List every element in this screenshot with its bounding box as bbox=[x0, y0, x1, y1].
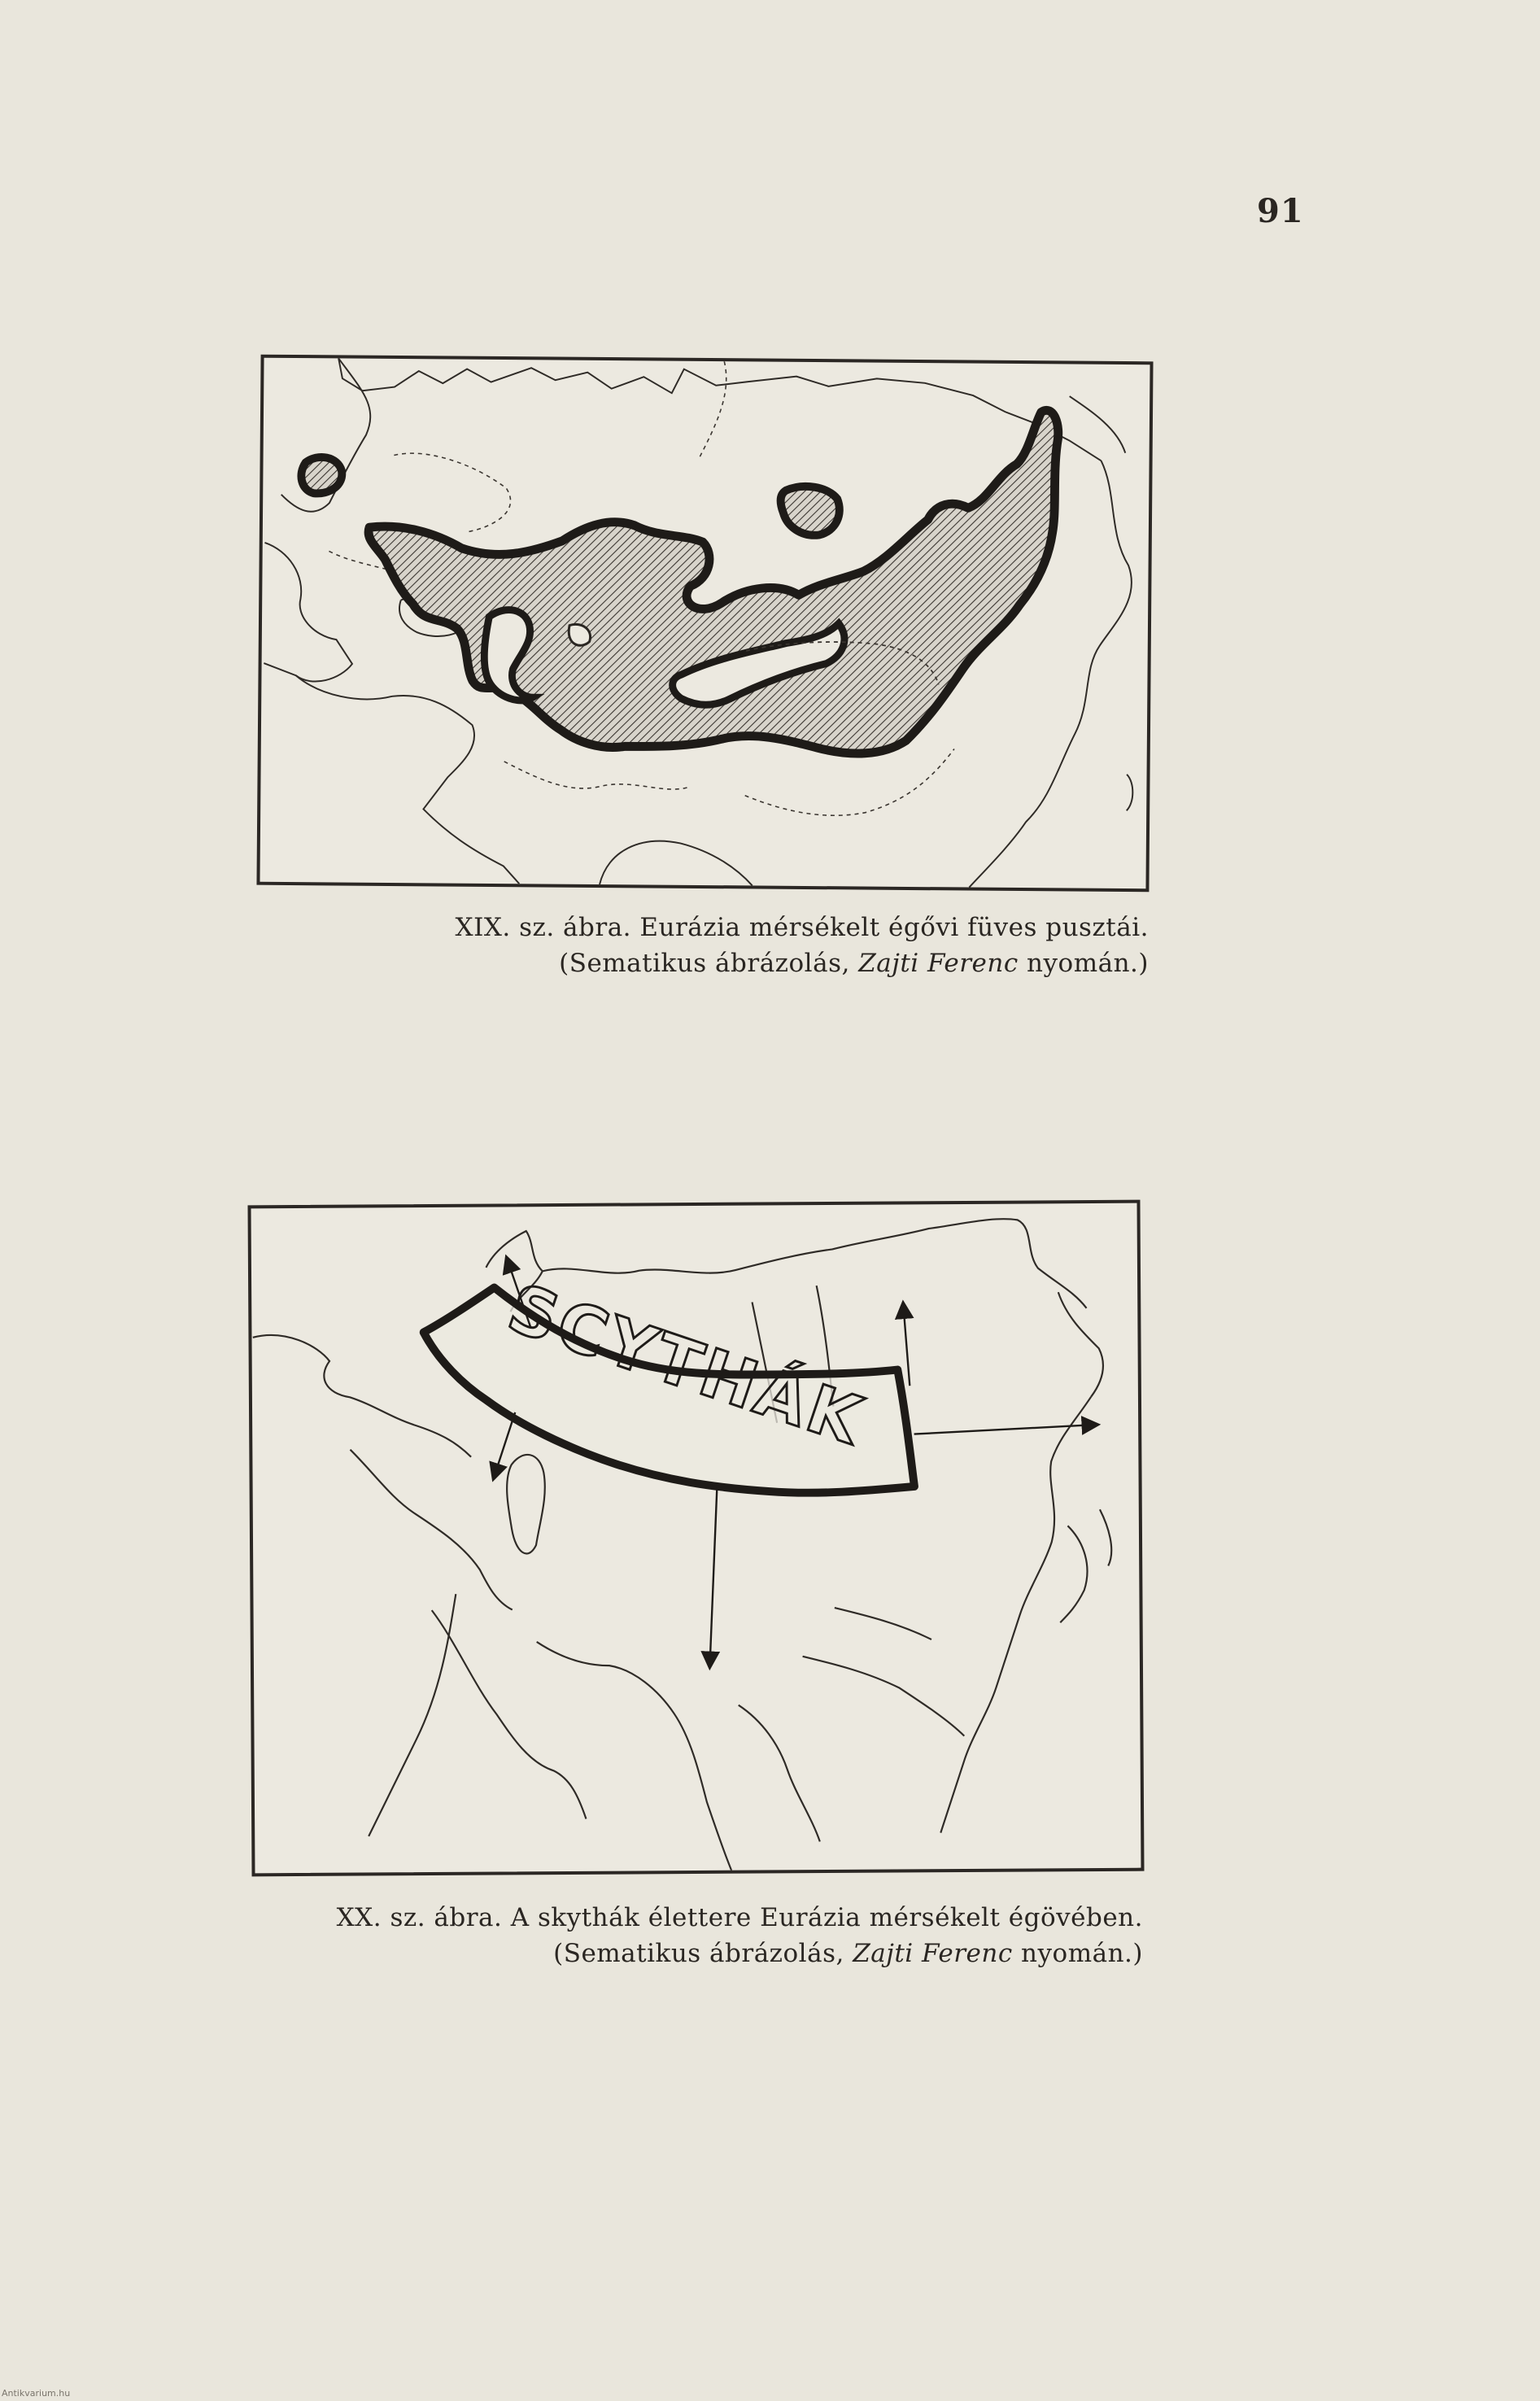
caption-source-suffix: nyomán.) bbox=[1018, 949, 1149, 978]
figure-19-caption-line2 bbox=[293, 945, 1149, 981]
indochina-outline bbox=[739, 1705, 820, 1842]
mediterranean-coast bbox=[294, 675, 521, 884]
europe-west-coast bbox=[264, 543, 353, 682]
mediterranean-coast bbox=[350, 1448, 512, 1610]
caption-source-prefix: (Sematikus ábrázolás, bbox=[559, 949, 859, 978]
arctic-coast bbox=[542, 1219, 1086, 1312]
kamchatka bbox=[1058, 1292, 1103, 1397]
china-river-2 bbox=[835, 1607, 931, 1639]
arctic-coastline bbox=[338, 358, 1102, 461]
caption-source-suffix: nyomán.) bbox=[1012, 1939, 1143, 1968]
scythian-map-drawing bbox=[251, 1203, 1141, 1874]
kamchatka bbox=[1069, 396, 1126, 453]
page-number: 91 bbox=[1257, 192, 1304, 230]
map-label-scythians: SCYTHÁK bbox=[499, 1270, 874, 1461]
japan-islands bbox=[1059, 1509, 1111, 1622]
steppe-map-figure-19 bbox=[256, 355, 1153, 893]
japan-island bbox=[1127, 775, 1133, 811]
india-outline bbox=[600, 840, 753, 885]
china-river-1 bbox=[803, 1656, 965, 1737]
arrow-north-siberia bbox=[904, 1309, 910, 1386]
figure-19-caption bbox=[293, 910, 1149, 981]
border-dashed-3 bbox=[504, 762, 688, 789]
india-outline bbox=[537, 1641, 731, 1872]
watermark: Antikvarium.hu bbox=[2, 2388, 71, 2399]
figure-19-caption-line1: XIX. sz. ábra. Eurázia mérsékelt égővi füves pusztái. bbox=[455, 913, 1149, 942]
figure-20-caption bbox=[244, 1900, 1143, 1971]
caspian-sea bbox=[507, 1455, 545, 1554]
border-dashed-5 bbox=[700, 361, 726, 458]
caption-source-prefix: (Sematikus ábrázolás, bbox=[553, 1939, 853, 1968]
pannonian-steppe bbox=[301, 457, 342, 494]
arrow-south-india bbox=[709, 1487, 718, 1661]
mongolian-patch bbox=[780, 487, 840, 535]
steppe-map-drawing bbox=[260, 358, 1150, 889]
scythian-map-figure-20 bbox=[247, 1200, 1144, 1877]
figure-20-caption-line1: XX. sz. ábra. A skythák élettere Eurázia mérsékelt égövében. bbox=[336, 1903, 1143, 1932]
border-dashed-1 bbox=[394, 453, 511, 533]
figure-20-caption-line2 bbox=[244, 1936, 1143, 1971]
caption-author: Zajti Ferenc bbox=[858, 949, 1019, 978]
caption-author: Zajti Ferenc bbox=[853, 1939, 1013, 1968]
aral-sea bbox=[569, 624, 591, 645]
pacific-coast bbox=[938, 1397, 1093, 1833]
arabia-outline bbox=[432, 1609, 587, 1820]
red-sea bbox=[367, 1594, 457, 1836]
